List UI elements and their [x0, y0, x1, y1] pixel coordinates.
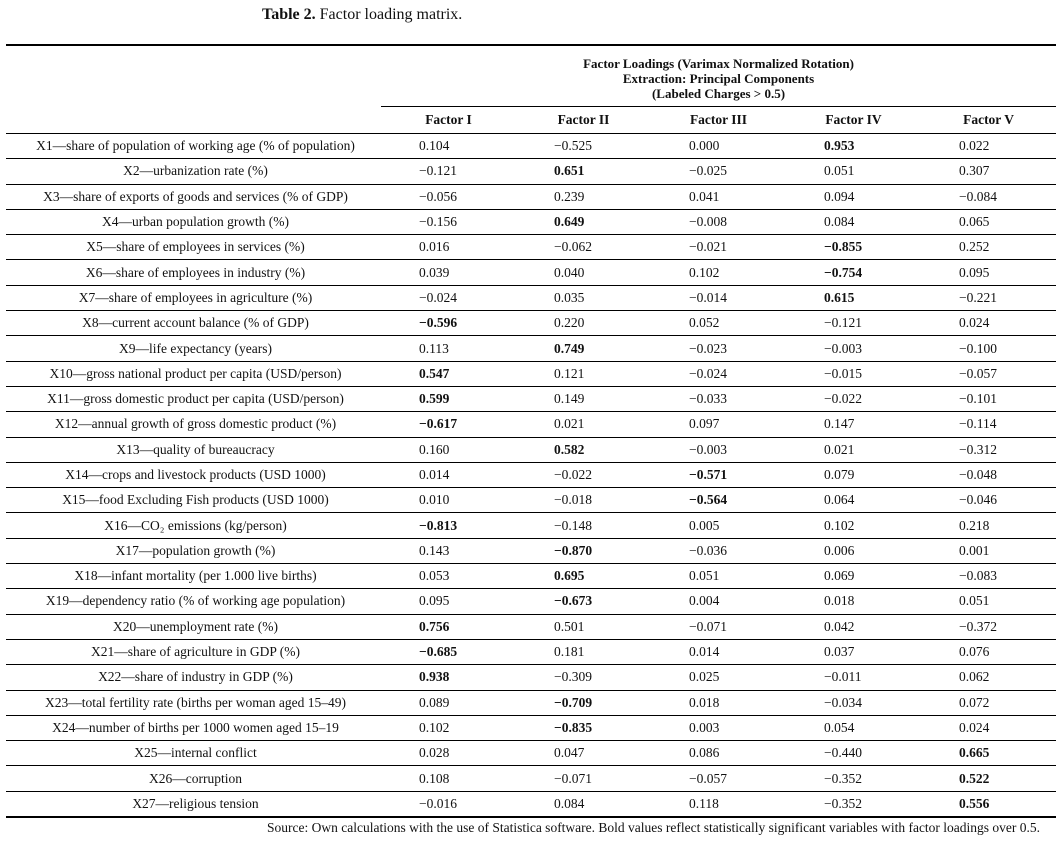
- variable-label: X9—life expectancy (years): [6, 336, 381, 361]
- loading-cell-factor-5: 0.022: [921, 134, 1056, 159]
- variable-label: X2—urbanization rate (%): [6, 159, 381, 184]
- table-row: [6, 564, 1056, 589]
- variable-label: X24—number of births per 1000 women aged 15–19: [6, 715, 381, 740]
- loading-cell-factor-2: 0.084: [516, 791, 651, 817]
- loading-cell-factor-1: −0.685: [381, 639, 516, 664]
- loading-cell-factor-2: 0.239: [516, 184, 651, 209]
- variable-label: X1—share of population of working age (% of population): [6, 134, 381, 159]
- column-header-factor-3: Factor III: [651, 107, 786, 134]
- loading-cell-factor-4: 0.069: [786, 564, 921, 589]
- header-super-row: [6, 45, 1056, 107]
- variable-label: X5—share of employees in services (%): [6, 235, 381, 260]
- loading-cell-factor-2: 0.121: [516, 361, 651, 386]
- table-row: [6, 311, 1056, 336]
- table-row: [6, 614, 1056, 639]
- table-row: [6, 741, 1056, 766]
- variable-label: X3—share of exports of goods and services (% of GDP): [6, 184, 381, 209]
- loading-cell-factor-2: −0.673: [516, 589, 651, 614]
- loading-cell-factor-4: 0.006: [786, 538, 921, 563]
- header-super-line-1: Factor Loadings (Varimax Normalized Rotation): [583, 55, 854, 71]
- variable-label: X27—religious tension: [6, 791, 381, 817]
- loading-cell-factor-3: −0.014: [651, 285, 786, 310]
- loading-cell-factor-5: −0.057: [921, 361, 1056, 386]
- table-row: [6, 488, 1056, 513]
- variable-label: X20—unemployment rate (%): [6, 614, 381, 639]
- loading-cell-factor-2: 0.695: [516, 564, 651, 589]
- loading-cell-factor-2: 0.582: [516, 437, 651, 462]
- table-body: [6, 134, 1056, 818]
- loading-cell-factor-5: 0.051: [921, 589, 1056, 614]
- table-row: [6, 589, 1056, 614]
- loading-cell-factor-1: 0.014: [381, 462, 516, 487]
- loading-cell-factor-5: 0.252: [921, 235, 1056, 260]
- loading-cell-factor-2: 0.501: [516, 614, 651, 639]
- loading-cell-factor-5: 0.024: [921, 311, 1056, 336]
- loading-cell-factor-4: −0.352: [786, 766, 921, 791]
- loading-cell-factor-2: 0.040: [516, 260, 651, 285]
- loading-cell-factor-2: 0.181: [516, 639, 651, 664]
- table-row: [6, 134, 1056, 159]
- caption-label: Table 2.: [262, 6, 316, 23]
- loading-cell-factor-2: −0.835: [516, 715, 651, 740]
- table-row: [6, 437, 1056, 462]
- loading-cell-factor-1: −0.121: [381, 159, 516, 184]
- loading-cell-factor-2: 0.749: [516, 336, 651, 361]
- loading-cell-factor-4: 0.021: [786, 437, 921, 462]
- loading-cell-factor-1: 0.016: [381, 235, 516, 260]
- loading-cell-factor-4: −0.003: [786, 336, 921, 361]
- table-row: [6, 184, 1056, 209]
- loading-cell-factor-2: −0.870: [516, 538, 651, 563]
- loading-cell-factor-3: −0.071: [651, 614, 786, 639]
- header-super-line-2: Extraction: Principal Components: [622, 70, 815, 86]
- loading-cell-factor-4: −0.440: [786, 741, 921, 766]
- loading-cell-factor-1: 0.938: [381, 665, 516, 690]
- loading-cell-factor-4: 0.018: [786, 589, 921, 614]
- loading-cell-factor-4: 0.147: [786, 412, 921, 437]
- loading-cell-factor-1: 0.756: [381, 614, 516, 639]
- table-footnote: Source: Own calculations with the use of Statistica software. Bold values reflect statistically significant variables with factor loadings over 0.5.: [267, 820, 1041, 835]
- loading-cell-factor-3: 0.003: [651, 715, 786, 740]
- variable-label: X23—total fertility rate (births per woman aged 15–49): [6, 690, 381, 715]
- variable-label: X25—internal conflict: [6, 741, 381, 766]
- loading-cell-factor-3: 0.097: [651, 412, 786, 437]
- loading-cell-factor-4: 0.079: [786, 462, 921, 487]
- loading-cell-factor-1: 0.028: [381, 741, 516, 766]
- table-row: [6, 462, 1056, 487]
- loading-cell-factor-2: 0.149: [516, 386, 651, 411]
- variable-label: X8—current account balance (% of GDP): [6, 311, 381, 336]
- loading-cell-factor-3: 0.118: [651, 791, 786, 817]
- loading-cell-factor-2: 0.021: [516, 412, 651, 437]
- loading-cell-factor-1: 0.599: [381, 386, 516, 411]
- loading-cell-factor-1: −0.596: [381, 311, 516, 336]
- table-row: [6, 361, 1056, 386]
- loading-cell-factor-2: −0.071: [516, 766, 651, 791]
- loading-cell-factor-3: 0.041: [651, 184, 786, 209]
- table-row: [6, 766, 1056, 791]
- loading-cell-factor-1: 0.143: [381, 538, 516, 563]
- loading-cell-factor-3: −0.008: [651, 209, 786, 234]
- loading-cell-factor-5: −0.372: [921, 614, 1056, 639]
- loading-cell-factor-1: 0.160: [381, 437, 516, 462]
- table-row: [6, 412, 1056, 437]
- loading-cell-factor-4: 0.094: [786, 184, 921, 209]
- loading-cell-factor-3: 0.051: [651, 564, 786, 589]
- loading-cell-factor-1: 0.089: [381, 690, 516, 715]
- loading-cell-factor-5: 0.307: [921, 159, 1056, 184]
- variable-label: X14—crops and livestock products (USD 1000): [6, 462, 381, 487]
- loading-cell-factor-3: −0.023: [651, 336, 786, 361]
- variable-label: X26—corruption: [6, 766, 381, 791]
- factor-loading-table: [6, 44, 1056, 818]
- loading-cell-factor-1: 0.010: [381, 488, 516, 513]
- loading-cell-factor-2: −0.148: [516, 513, 651, 538]
- loading-cell-factor-2: −0.062: [516, 235, 651, 260]
- header-factor-row: [6, 107, 1056, 134]
- loading-cell-factor-5: 0.218: [921, 513, 1056, 538]
- table-row: [6, 715, 1056, 740]
- header-variable-blank: [6, 107, 381, 134]
- loading-cell-factor-5: 0.072: [921, 690, 1056, 715]
- loading-cell-factor-3: 0.102: [651, 260, 786, 285]
- loading-cell-factor-3: 0.052: [651, 311, 786, 336]
- loading-cell-factor-2: −0.525: [516, 134, 651, 159]
- table-row: [6, 665, 1056, 690]
- variable-label: X11—gross domestic product per capita (USD/person): [6, 386, 381, 411]
- loading-cell-factor-4: 0.064: [786, 488, 921, 513]
- loading-cell-factor-3: 0.025: [651, 665, 786, 690]
- loading-cell-factor-3: 0.014: [651, 639, 786, 664]
- loading-cell-factor-1: −0.813: [381, 513, 516, 538]
- loading-cell-factor-5: −0.312: [921, 437, 1056, 462]
- loading-cell-factor-2: −0.018: [516, 488, 651, 513]
- loading-cell-factor-5: −0.084: [921, 184, 1056, 209]
- loading-cell-factor-2: 0.651: [516, 159, 651, 184]
- loading-cell-factor-1: −0.016: [381, 791, 516, 817]
- loading-cell-factor-3: −0.057: [651, 766, 786, 791]
- loading-cell-factor-5: 0.522: [921, 766, 1056, 791]
- loading-cell-factor-3: 0.005: [651, 513, 786, 538]
- loading-cell-factor-1: −0.156: [381, 209, 516, 234]
- loading-cell-factor-4: 0.615: [786, 285, 921, 310]
- variable-label: X6—share of employees in industry (%): [6, 260, 381, 285]
- loading-cell-factor-5: 0.062: [921, 665, 1056, 690]
- table-row: [6, 538, 1056, 563]
- loading-cell-factor-5: −0.114: [921, 412, 1056, 437]
- header-super-line-3: (Labeled Charges > 0.5): [651, 85, 786, 101]
- column-header-factor-5: Factor V: [921, 107, 1056, 134]
- loading-cell-factor-4: −0.121: [786, 311, 921, 336]
- loading-cell-factor-3: 0.018: [651, 690, 786, 715]
- loading-cell-factor-2: −0.309: [516, 665, 651, 690]
- loading-cell-factor-3: −0.033: [651, 386, 786, 411]
- loading-cell-factor-3: −0.003: [651, 437, 786, 462]
- loading-cell-factor-4: −0.352: [786, 791, 921, 817]
- loading-cell-factor-1: 0.095: [381, 589, 516, 614]
- header-blank-cell: [6, 45, 381, 107]
- loading-cell-factor-5: 0.095: [921, 260, 1056, 285]
- variable-label: X10—gross national product per capita (USD/person): [6, 361, 381, 386]
- loading-cell-factor-4: −0.034: [786, 690, 921, 715]
- variable-label: X19—dependency ratio (% of working age population): [6, 589, 381, 614]
- loading-cell-factor-4: 0.953: [786, 134, 921, 159]
- loading-cell-factor-3: −0.036: [651, 538, 786, 563]
- table-caption: [262, 6, 462, 24]
- loading-cell-factor-5: 0.665: [921, 741, 1056, 766]
- loading-cell-factor-4: 0.102: [786, 513, 921, 538]
- loading-cell-factor-2: 0.035: [516, 285, 651, 310]
- loading-cell-factor-4: 0.051: [786, 159, 921, 184]
- variable-label: X12—annual growth of gross domestic product (%): [6, 412, 381, 437]
- column-header-factor-4: Factor IV: [786, 107, 921, 134]
- column-header-factor-1: Factor I: [381, 107, 516, 134]
- loading-cell-factor-5: 0.076: [921, 639, 1056, 664]
- loading-cell-factor-2: −0.022: [516, 462, 651, 487]
- table-row: [6, 690, 1056, 715]
- loading-cell-factor-3: −0.024: [651, 361, 786, 386]
- loading-cell-factor-4: 0.037: [786, 639, 921, 664]
- variable-label: X22—share of industry in GDP (%): [6, 665, 381, 690]
- table-row: [6, 386, 1056, 411]
- loading-cell-factor-5: −0.083: [921, 564, 1056, 589]
- loading-cell-factor-3: 0.004: [651, 589, 786, 614]
- loading-cell-factor-1: 0.104: [381, 134, 516, 159]
- table-row: [6, 336, 1056, 361]
- loading-cell-factor-1: −0.056: [381, 184, 516, 209]
- loading-cell-factor-5: 0.065: [921, 209, 1056, 234]
- table-row: [6, 260, 1056, 285]
- variable-label: X18—infant mortality (per 1.000 live births): [6, 564, 381, 589]
- loading-cell-factor-5: 0.001: [921, 538, 1056, 563]
- table-row: [6, 285, 1056, 310]
- loading-cell-factor-1: −0.617: [381, 412, 516, 437]
- loading-cell-factor-2: −0.709: [516, 690, 651, 715]
- factor-loading-table-container: [6, 44, 1056, 818]
- loading-cell-factor-1: 0.053: [381, 564, 516, 589]
- loading-cell-factor-2: 0.047: [516, 741, 651, 766]
- loading-cell-factor-1: −0.024: [381, 285, 516, 310]
- loading-cell-factor-5: −0.221: [921, 285, 1056, 310]
- variable-label: X13—quality of bureaucracy: [6, 437, 381, 462]
- loading-cell-factor-5: −0.046: [921, 488, 1056, 513]
- variable-label: X17—population growth (%): [6, 538, 381, 563]
- loading-cell-factor-3: 0.000: [651, 134, 786, 159]
- loading-cell-factor-5: −0.101: [921, 386, 1056, 411]
- loading-cell-factor-5: −0.100: [921, 336, 1056, 361]
- loading-cell-factor-3: −0.564: [651, 488, 786, 513]
- loading-cell-factor-1: 0.102: [381, 715, 516, 740]
- header-super-title: [381, 45, 1056, 107]
- table-row: [6, 791, 1056, 817]
- caption-text: Factor loading matrix.: [319, 6, 463, 23]
- table-row: [6, 159, 1056, 184]
- loading-cell-factor-4: −0.015: [786, 361, 921, 386]
- loading-cell-factor-3: −0.025: [651, 159, 786, 184]
- table-row: [6, 513, 1056, 538]
- loading-cell-factor-5: −0.048: [921, 462, 1056, 487]
- variable-label: X7—share of employees in agriculture (%): [6, 285, 381, 310]
- loading-cell-factor-4: 0.084: [786, 209, 921, 234]
- loading-cell-factor-3: 0.086: [651, 741, 786, 766]
- table-row: [6, 639, 1056, 664]
- loading-cell-factor-1: 0.547: [381, 361, 516, 386]
- loading-cell-factor-4: 0.042: [786, 614, 921, 639]
- loading-cell-factor-5: 0.024: [921, 715, 1056, 740]
- loading-cell-factor-4: −0.011: [786, 665, 921, 690]
- variable-label: X15—food Excluding Fish products (USD 1000): [6, 488, 381, 513]
- loading-cell-factor-2: 0.220: [516, 311, 651, 336]
- column-header-factor-2: Factor II: [516, 107, 651, 134]
- loading-cell-factor-4: −0.855: [786, 235, 921, 260]
- loading-cell-factor-1: 0.039: [381, 260, 516, 285]
- variable-label: X21—share of agriculture in GDP (%): [6, 639, 381, 664]
- loading-cell-factor-3: −0.021: [651, 235, 786, 260]
- loading-cell-factor-4: 0.054: [786, 715, 921, 740]
- loading-cell-factor-4: −0.754: [786, 260, 921, 285]
- loading-cell-factor-1: 0.113: [381, 336, 516, 361]
- variable-label: X16—CO₂ emissions (kg/person): [6, 513, 381, 538]
- table-row: [6, 209, 1056, 234]
- loading-cell-factor-4: −0.022: [786, 386, 921, 411]
- loading-cell-factor-5: 0.556: [921, 791, 1056, 817]
- loading-cell-factor-1: 0.108: [381, 766, 516, 791]
- loading-cell-factor-3: −0.571: [651, 462, 786, 487]
- loading-cell-factor-2: 0.649: [516, 209, 651, 234]
- variable-label: X4—urban population growth (%): [6, 209, 381, 234]
- table-row: [6, 235, 1056, 260]
